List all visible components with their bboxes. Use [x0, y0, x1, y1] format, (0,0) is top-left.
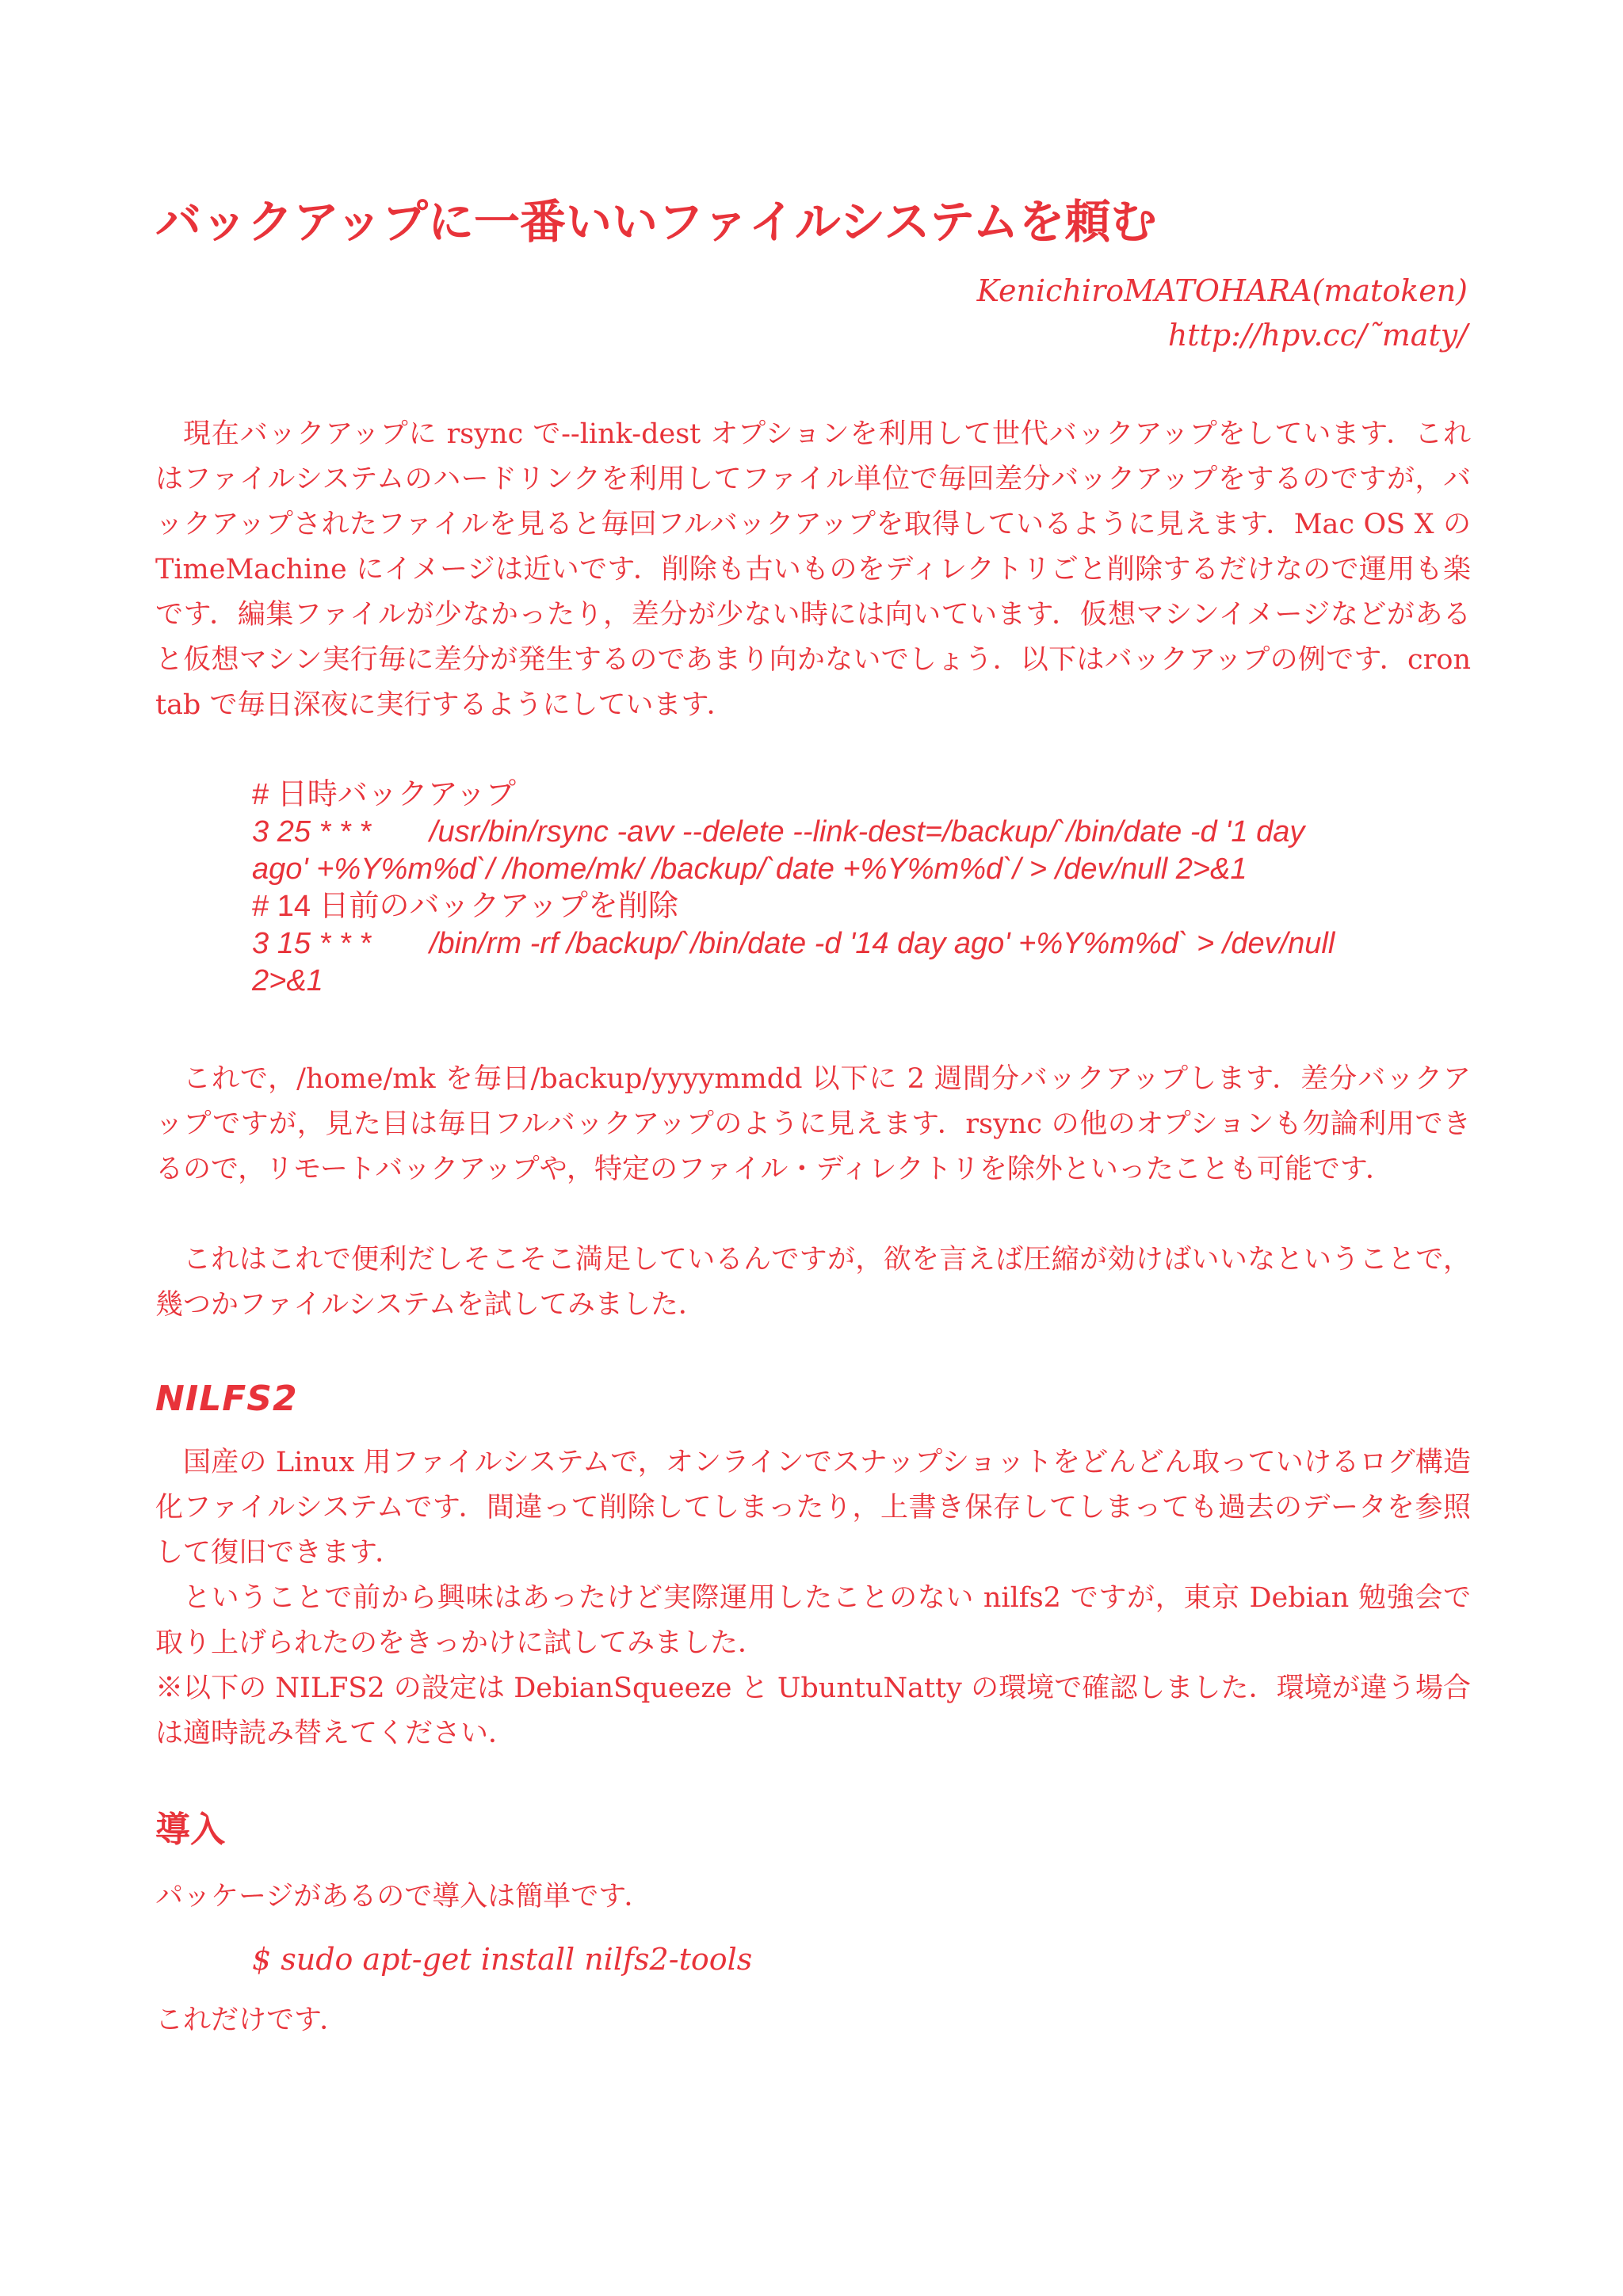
install-intro: パッケージがあるので導入は簡単です． — [155, 1881, 652, 1913]
section-heading-nilfs2: NILFS2 — [155, 1379, 298, 1419]
code-line-rsync: 3 25 * * * /usr/bin/rsync -avv --delete --link-dest=/backup/`/bin/date -d '1 day — [252, 815, 1305, 849]
section-heading-install: 導入 — [155, 1810, 225, 1850]
nilfs2-paragraph-2: ということで前から興味はあったけど実際運用したことのない nilfs2 ですが，東京 Debian 勉強会で取り上げられたのをきっかけに試してみました． — [155, 1582, 1471, 1659]
nilfs2-paragraph-1: 国産の Linux 用ファイルシステムで，オンラインでスナップショットをどんどん取っていけるログ構造化ファイルシステムです．間違って削除してしまったり，上書き保存してしまっても過去のデータを参照して復旧できます． — [155, 1447, 1471, 1569]
author-url: http://hpv.cc/˜maty/ — [1167, 318, 1468, 353]
code-line-rm-cont: 2>&1 — [252, 964, 323, 997]
install-command: $ sudo apt-get install nilfs2-tools — [252, 1942, 753, 1977]
after-code-paragraph-2: これはこれで便利だしそこそこ満足しているんですが，欲を言えば圧縮が効けばいいなということで，幾つかファイルシステムを試してみました． — [155, 1244, 1471, 1321]
article-title: バックアップに一番いいファイルシステムを頼む — [155, 195, 1157, 249]
install-outro: これだけです． — [155, 2004, 348, 2036]
code-line-comment-daily: # 日時バックアップ — [252, 778, 517, 811]
author-name: KenichiroMATOHARA(matoken) — [976, 273, 1468, 308]
code-line-rsync-cont: ago' +%Y%m%d`/ /home/mk/ /backup/`date +%Y%m%d`/ > /dev/null 2>&1 — [252, 852, 1247, 886]
after-code-paragraph-1: これで，/home/mk を毎日/backup/yyyymmdd 以下に 2 週間分バックアップします．差分バックアップですが，見た目は毎日フルバックアップのように見えます．rsync の他のオプションも勿論利用できるので，リモートバックアップや，特定のファイル・ディレクトリを除外といったことも可能です． — [155, 1063, 1471, 1185]
code-line-comment-delete: # 14 日前のバックアップを削除 — [252, 890, 678, 923]
intro-paragraph: 現在バックアップに rsync で--link-dest オプションを利用して世代バックアップをしています．これはファイルシステムのハードリンクを利用してファイル単位で毎回差分バックアップをするのですが，バックアップされたファイルを見ると毎回フルバックアップを取得しているように見えます．Mac OS X の TimeMachine にイメージは近いです．削除も古いものをディレクトリごと削除するだけなので運用も楽です．編集ファイルが少なかったり，差分が少ない時には向いています．仮想マシンイメージなどがあると仮想マシン実行毎に差分が発生するのであまり向かないでしょう．以下はバックアップの例です．crontab で毎日深夜に実行するようにしています． — [155, 418, 1471, 721]
nilfs2-note: ※以下の NILFS2 の設定は DebianSqueeze と UbuntuNatty の環境で確認しました．環境が違う場合は適時読み替えてください． — [155, 1672, 1471, 1749]
crontab-code-block — [252, 776, 1488, 1000]
code-line-rm: 3 15 * * * /bin/rm -rf /backup/`/bin/date -d '14 day ago' +%Y%m%d` > /dev/null — [252, 927, 1335, 960]
